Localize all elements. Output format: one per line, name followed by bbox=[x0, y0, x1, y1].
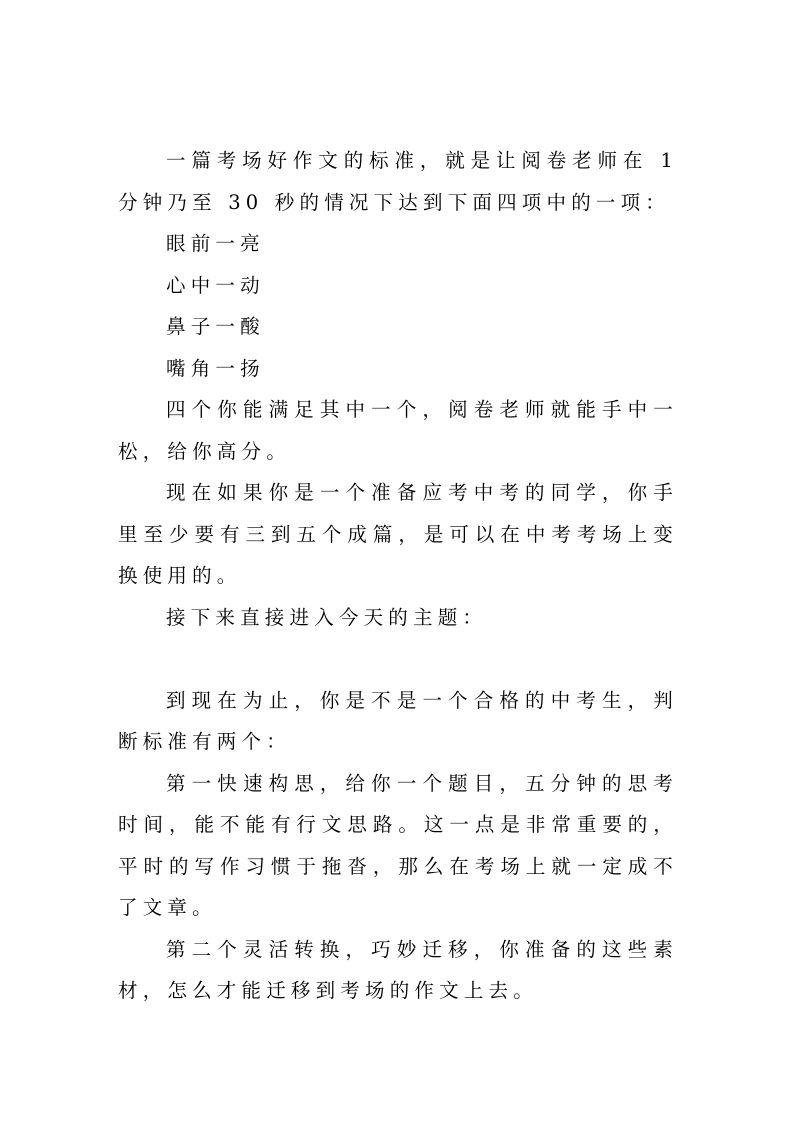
paragraph-topic-intro: 接下来直接进入今天的主题： bbox=[166, 605, 488, 629]
list-item-mouth: 嘴角一扬 bbox=[166, 356, 265, 380]
list-item-eyes: 眼前一亮 bbox=[166, 232, 265, 255]
paragraph-criterion-two: 第二个灵活转换，巧妙迁移，你准备的这些素材，怎么才能迁移到考场的作文上去。 bbox=[118, 937, 678, 1002]
paragraph-criteria: 到现在为止，你是不是一个合格的中考生，判断标准有两个： bbox=[118, 688, 678, 753]
document-body bbox=[118, 140, 678, 1012]
paragraph-criterion-one: 第一快速构思，给你一个题目，五分钟的思考时间，能不能有行文思路。这一点是非常重要的，平时的写作习惯于拖沓，那么在考场上就一定成不了文章。 bbox=[118, 771, 678, 919]
list-item-heart: 心中一动 bbox=[166, 273, 265, 297]
list-item-nose: 鼻子一酸 bbox=[166, 315, 265, 338]
paragraph-preparation: 现在如果你是一个准备应考中考的同学，你手里至少要有三到五个成篇，是可以在中考考场上变换使用的。 bbox=[118, 481, 678, 587]
paragraph-standard: 一篇考场好作文的标准，就是让阅卷老师在 1 分钟乃至 30 秒的情况下达到下面四项中的一项： bbox=[118, 149, 678, 214]
paragraph-high-score: 四个你能满足其中一个，阅卷老师就能手中一松，给你高分。 bbox=[118, 398, 678, 463]
